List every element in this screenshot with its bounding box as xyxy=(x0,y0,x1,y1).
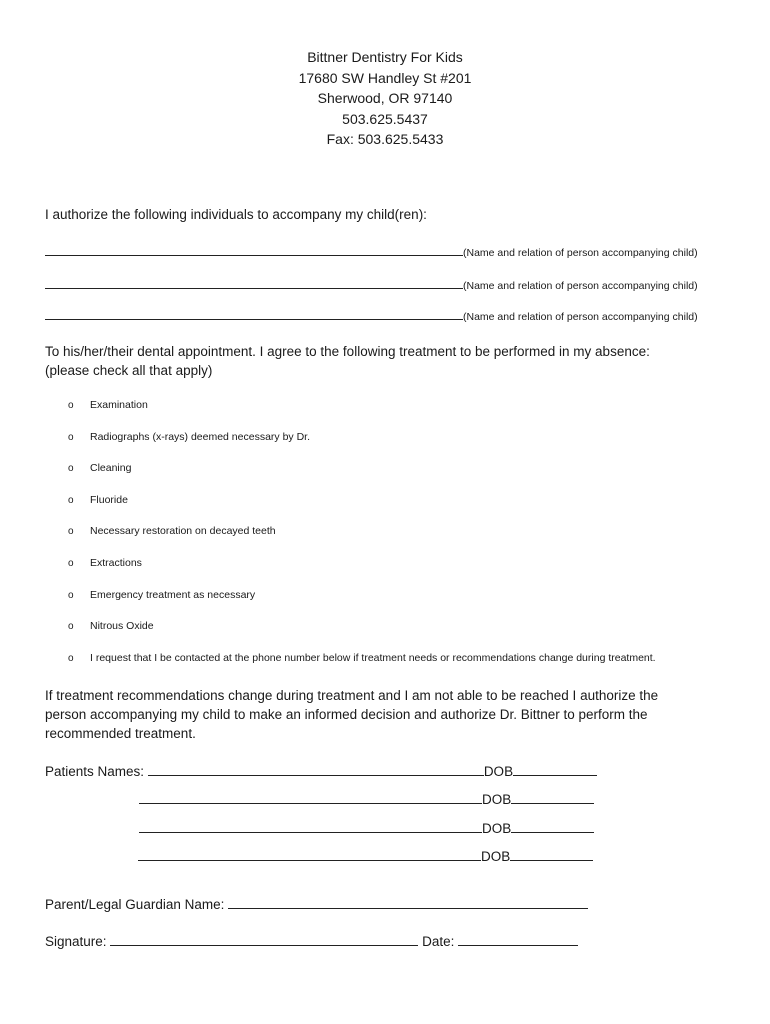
treatment-option[interactable] xyxy=(68,494,128,506)
dob-label: DOB xyxy=(483,764,514,779)
signature-field[interactable] xyxy=(110,933,418,946)
patient-name-field[interactable] xyxy=(139,820,482,833)
checkbox-bullet[interactable]: o xyxy=(68,400,74,411)
treatment-option[interactable] xyxy=(68,589,255,601)
guardian-row xyxy=(45,896,588,912)
practice-city: Sherwood, OR 97140 xyxy=(317,90,453,106)
accompanying-person-row xyxy=(45,245,698,259)
treatment-option[interactable] xyxy=(68,462,131,474)
option-label: Fluoride xyxy=(90,494,128,506)
dob-field[interactable] xyxy=(511,791,594,804)
accompanying-person-field[interactable] xyxy=(45,309,463,320)
guardian-name-label: Parent/Legal Guardian Name: xyxy=(45,897,225,912)
accompanying-person-hint: (Name and relation of person accompanying child) xyxy=(463,311,698,323)
accompanying-person-field[interactable] xyxy=(45,245,463,256)
option-label: Necessary restoration on decayed teeth xyxy=(90,525,276,537)
treatment-option[interactable] xyxy=(68,557,142,569)
option-label: Nitrous Oxide xyxy=(90,620,154,632)
option-label: Cleaning xyxy=(90,462,132,474)
option-label: Extractions xyxy=(90,557,142,569)
option-label: Examination xyxy=(90,399,148,411)
accompanying-person-row xyxy=(45,309,698,323)
checkbox-bullet[interactable]: o xyxy=(68,463,74,474)
accompanying-person-hint: (Name and relation of person accompanying child) xyxy=(463,247,698,259)
patient-name-field[interactable] xyxy=(139,791,482,804)
treatment-option[interactable] xyxy=(68,620,154,632)
patients-names-label: Patients Names: xyxy=(45,764,145,779)
dob-field[interactable] xyxy=(511,820,594,833)
practice-phone: 503.625.5437 xyxy=(342,110,428,127)
dob-field[interactable] xyxy=(513,763,597,776)
patient-row xyxy=(139,791,594,807)
dob-label: DOB xyxy=(482,821,512,836)
practice-address: 17680 SW Handley St #201 xyxy=(298,69,472,86)
treatment-option[interactable] xyxy=(68,431,310,443)
checkbox-bullet[interactable]: o xyxy=(68,558,74,569)
patient-row xyxy=(139,820,594,836)
option-label: Radiographs (x-rays) deemed necessary by Dr. xyxy=(90,431,311,443)
patient-name-field[interactable] xyxy=(148,763,484,776)
consent-line-2: person accompanying my child to make an informed decision and authorize Dr. Bittner to perform the xyxy=(45,707,648,722)
accompanying-person-row xyxy=(45,278,698,292)
checkbox-bullet[interactable]: o xyxy=(68,495,74,506)
checkbox-bullet[interactable]: o xyxy=(68,621,74,632)
date-field[interactable] xyxy=(458,933,578,946)
consent-line-3: recommended treatment. xyxy=(45,726,196,741)
option-label: Emergency treatment as necessary xyxy=(90,589,256,601)
patient-name-field[interactable] xyxy=(138,848,481,861)
dob-label: DOB xyxy=(481,849,511,864)
guardian-name-field[interactable] xyxy=(228,896,588,909)
authorization-intro: I authorize the following individuals to accompany my child(ren): xyxy=(45,207,427,222)
checkbox-bullet[interactable]: o xyxy=(68,590,74,601)
checkbox-bullet[interactable]: o xyxy=(68,432,74,443)
treatment-option[interactable] xyxy=(68,652,656,664)
treatment-option[interactable] xyxy=(68,399,148,411)
date-label: Date: xyxy=(422,934,455,949)
accompanying-person-field[interactable] xyxy=(45,278,463,289)
signature-row xyxy=(45,933,578,949)
checkbox-bullet[interactable]: o xyxy=(68,526,74,537)
practice-name: Bittner Dentistry For Kids xyxy=(307,49,463,65)
consent-paragraph xyxy=(45,686,658,743)
practice-header xyxy=(0,47,770,150)
option-label: I request that I be contacted at the phone number below if treatment needs or recommendations change during treatment. xyxy=(90,652,656,664)
checkbox-bullet[interactable]: o xyxy=(68,653,74,664)
practice-fax: Fax: 503.625.5433 xyxy=(326,131,444,147)
treatment-paragraph xyxy=(45,342,650,380)
treatment-line-1: To his/her/their dental appointment. I agree to the following treatment to be performed in my absence: xyxy=(45,344,650,359)
treatment-line-2: (please check all that apply) xyxy=(45,363,213,378)
consent-line-1: If treatment recommendations change during treatment and I am not able to be reached I authorize the xyxy=(45,688,659,703)
accompanying-person-hint: (Name and relation of person accompanying child) xyxy=(463,280,698,292)
patient-row xyxy=(138,848,593,864)
signature-label: Signature: xyxy=(45,934,107,949)
treatment-option[interactable] xyxy=(68,525,276,537)
dob-field[interactable] xyxy=(510,848,593,861)
dob-label: DOB xyxy=(482,792,512,807)
patient-row xyxy=(45,763,597,779)
